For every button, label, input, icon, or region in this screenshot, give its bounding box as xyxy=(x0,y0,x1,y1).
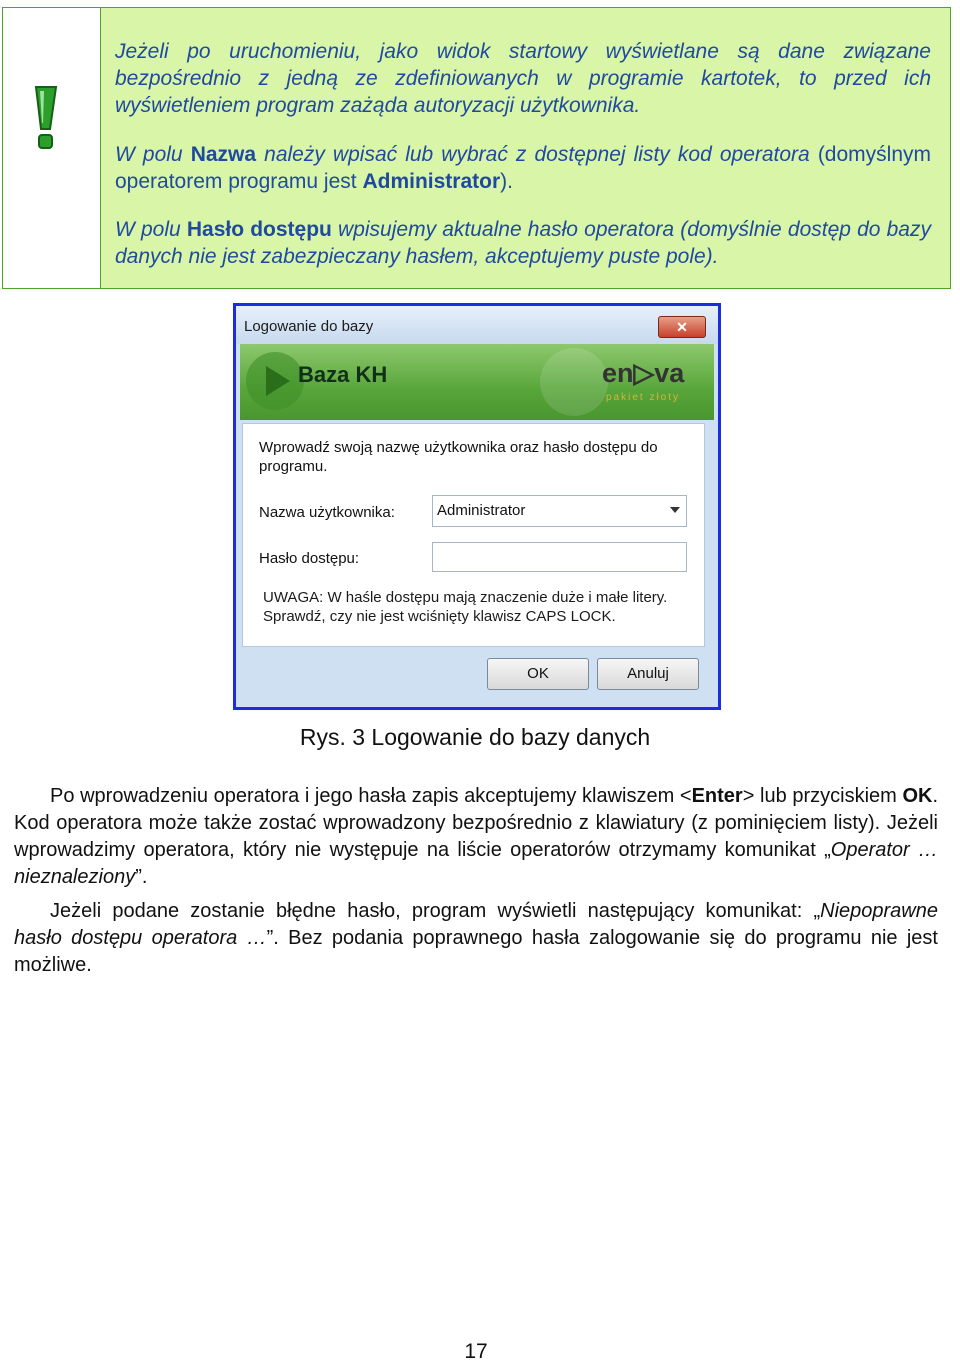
banner-decoration xyxy=(540,348,608,416)
body-text xyxy=(14,783,938,986)
username-combobox[interactable] xyxy=(432,495,687,527)
username-label: Nazwa użytkownika: xyxy=(259,504,395,521)
caps-lock-warning: UWAGA: W haśle dostępu mają znaczenie duże i małe litery. Sprawdź, czy nie jest wciśnięty klawisz CAPS LOCK. xyxy=(263,589,668,625)
exclamation-icon xyxy=(30,85,60,151)
dialog-panel xyxy=(242,423,705,647)
play-logo-icon xyxy=(244,350,306,412)
body-paragraph-2: Jeżeli podane zostanie błędne hasło, program wyświetli następujący komunikat: „Niepoprawne hasło dostępu operatora …”. Bez podania poprawnego hasła zalogowanie się do programu nie jest możliwe. xyxy=(14,900,938,976)
dialog-titlebar xyxy=(236,306,718,344)
password-label: Hasło dostępu: xyxy=(259,550,360,567)
enova-logo-subtitle: pakiet złoty xyxy=(606,392,681,403)
dialog-title: Logowanie do bazy xyxy=(244,318,374,335)
close-button[interactable]: ✕ xyxy=(658,316,706,338)
dialog-banner xyxy=(240,344,714,420)
username-value: Administrator xyxy=(437,502,526,519)
dialog-prompt: Wprowadź swoją nazwę użytkownika oraz hasło dostępu do programu. xyxy=(259,439,658,475)
note-paragraph-3: W polu Hasło dostępu wpisujemy aktualne hasło operatora (domyślnie dostęp do bazy danych nie jest zabezpieczany hasłem, akceptujemy puste pole). xyxy=(115,218,931,268)
note-text xyxy=(115,38,931,292)
page-number: 17 xyxy=(464,1340,488,1363)
banner-title: Baza KH xyxy=(298,362,388,387)
chevron-down-icon[interactable] xyxy=(670,507,680,513)
figure-caption: Rys. 3 Logowanie do bazy danych xyxy=(299,724,651,750)
note-icon-cell xyxy=(3,8,101,288)
note-paragraph-2: W polu Nazwa należy wpisać lub wybrać z dostępnej listy kod operatora (domyślnym operatorem programu jest Administrator). xyxy=(115,143,931,193)
password-field[interactable] xyxy=(432,542,687,572)
note-paragraph-1: Jeżeli po uruchomieniu, jako widok startowy wyświetlane są dane związane bezpośrednio z jedną ze zdefiniowanych w programie kartotek, to przed ich wyświetleniem program zażąda autoryzacji użytkownika. xyxy=(115,40,931,117)
ok-button[interactable]: OK xyxy=(487,658,589,690)
note-box xyxy=(2,7,951,289)
enova-logo: en▷va xyxy=(602,358,685,388)
body-paragraph-1: Po wprowadzeniu operatora i jego hasła zapis akceptujemy klawiszem <Enter> lub przyciskiem OK. Kod operatora może także zostać wprowadzony bezpośrednio z klawiatury (z pominięciem listy). Jeżeli wprowadzimy operatora, który nie występuje na liście operatorów otrzymamy komunikat „Operator … nieznaleziony”. xyxy=(14,785,939,888)
login-dialog xyxy=(233,303,721,710)
cancel-button[interactable]: Anuluj xyxy=(597,658,699,690)
